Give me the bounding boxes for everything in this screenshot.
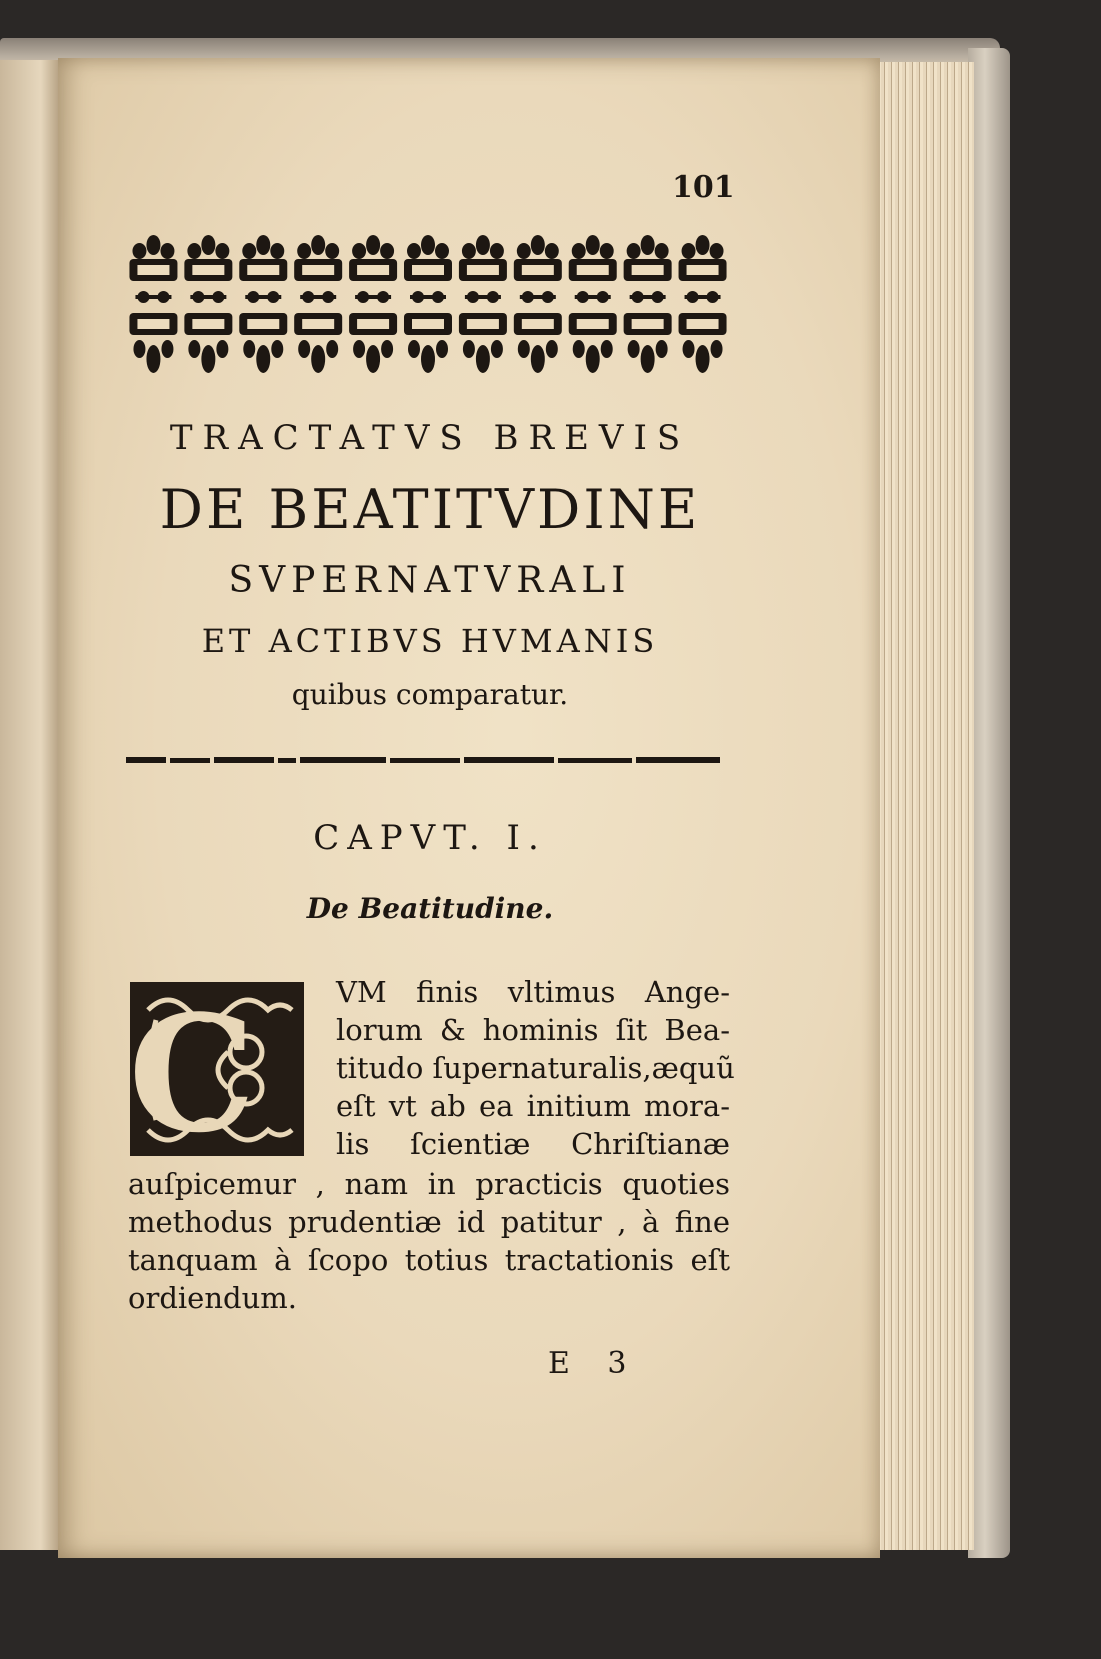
body-line-4: eſt vt ab ea initium mora- bbox=[336, 1089, 730, 1123]
fleuron-bottom bbox=[404, 313, 452, 373]
signature-mark: E 3 bbox=[548, 1346, 641, 1381]
title-line-4: ET ACTIBVS HVMANIS bbox=[201, 622, 659, 660]
fleuron-middle bbox=[300, 291, 336, 303]
body-line-5: lis ſcientiæ Chriſtianæ bbox=[336, 1127, 730, 1161]
fleuron-middle bbox=[685, 291, 721, 303]
fleuron-bottom bbox=[294, 313, 342, 373]
fleuron-middle bbox=[575, 291, 611, 303]
fleuron-middle bbox=[190, 291, 226, 303]
fleuron-bottom bbox=[569, 313, 617, 373]
fleuron-middle bbox=[135, 291, 171, 303]
body-line-7: methodus prudentiæ id patitur , à fine bbox=[128, 1205, 730, 1239]
body-line-1: VM finis vltimus Ange- bbox=[336, 975, 730, 1009]
initial-letter: C bbox=[128, 980, 256, 1158]
fleuron-bottom bbox=[239, 313, 287, 373]
body-line-6: auſpicemur , nam in practicis quoties bbox=[128, 1167, 730, 1201]
book-cover-right bbox=[968, 48, 1010, 1558]
fleuron-middle bbox=[630, 291, 666, 303]
headpiece-ornament-icon bbox=[126, 233, 730, 379]
title-line-2: DE BEATITVDINE bbox=[159, 478, 701, 541]
fleuron-middle bbox=[520, 291, 556, 303]
body-line-8: tanquam à ſcopo totius tractationis eſt bbox=[128, 1243, 730, 1277]
chapter-subtitle: De Beatitudine. bbox=[306, 892, 554, 925]
fleuron-middle bbox=[245, 291, 281, 303]
decorative-rule bbox=[126, 756, 720, 764]
folio-number: 101 bbox=[672, 170, 735, 205]
title-line-5: quibus comparatur. bbox=[291, 678, 569, 711]
title-line-3: SVPERNATVRALI bbox=[228, 560, 632, 601]
fleuron-middle bbox=[465, 291, 501, 303]
left-page-edge bbox=[0, 60, 60, 1550]
fleuron-bottom bbox=[349, 313, 397, 373]
chapter-heading: CAPVT. I. bbox=[313, 818, 547, 858]
fleuron-middle bbox=[355, 291, 391, 303]
fleuron-bottom bbox=[624, 313, 672, 373]
title-line-1: TRACTATVS BREVIS bbox=[169, 418, 691, 458]
fleuron-bottom bbox=[459, 313, 507, 373]
body-line-2: lorum & hominis ſit Bea- bbox=[336, 1013, 730, 1047]
fleuron-bottom bbox=[129, 313, 177, 373]
body-line-9: ordiendum. bbox=[128, 1281, 297, 1315]
fleuron-bottom bbox=[514, 313, 562, 373]
fleuron-bottom bbox=[679, 313, 727, 373]
fleuron-middle bbox=[410, 291, 446, 303]
decorated-initial-c-icon bbox=[128, 980, 306, 1158]
page-edges bbox=[872, 62, 974, 1550]
fleuron-bottom bbox=[184, 313, 232, 373]
body-line-3: titudo ſupernaturalis,æquũ bbox=[336, 1051, 735, 1085]
